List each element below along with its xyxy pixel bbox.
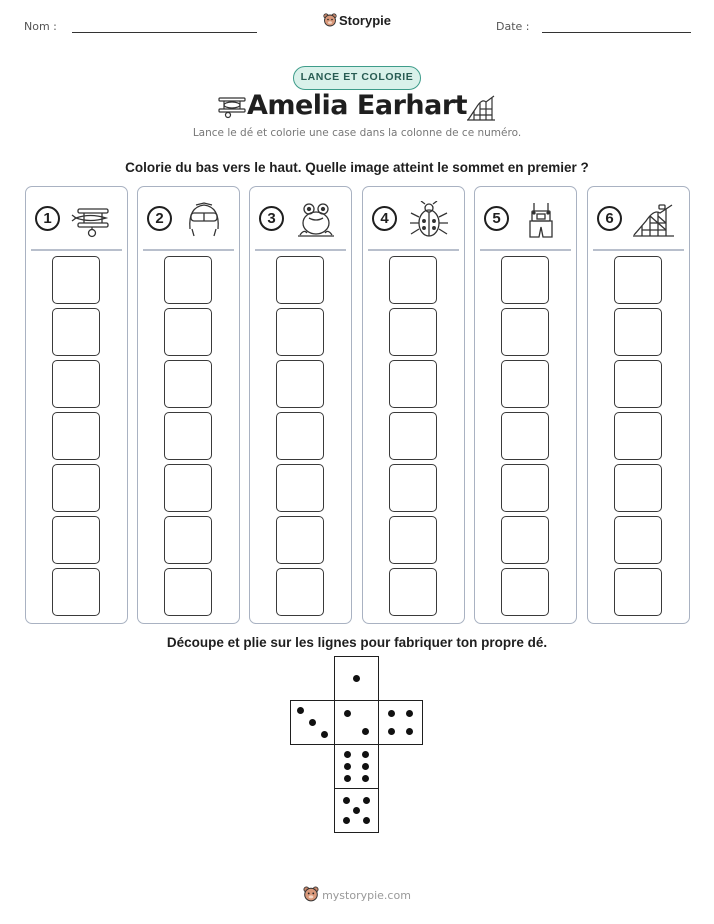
color-cell[interactable] xyxy=(501,412,549,460)
color-cell[interactable] xyxy=(389,516,437,564)
color-cell[interactable] xyxy=(614,360,662,408)
column-1 xyxy=(25,186,128,624)
color-cell[interactable] xyxy=(52,464,100,512)
color-cell[interactable] xyxy=(52,516,100,564)
die-pip xyxy=(344,751,351,758)
color-cell[interactable] xyxy=(389,360,437,408)
beetle-icon xyxy=(407,201,451,239)
column-number: 2 xyxy=(147,206,172,231)
color-cell[interactable] xyxy=(276,256,324,304)
die-face-6 xyxy=(334,744,379,789)
die-face-3 xyxy=(290,700,335,745)
footer xyxy=(0,886,714,902)
die-pip xyxy=(344,775,351,782)
die-pip xyxy=(363,797,370,804)
die-pip xyxy=(388,710,395,717)
color-cell[interactable] xyxy=(389,256,437,304)
color-cell[interactable] xyxy=(614,308,662,356)
color-cell[interactable] xyxy=(501,308,549,356)
color-cell[interactable] xyxy=(164,308,212,356)
die-pip xyxy=(362,763,369,770)
overalls-icon xyxy=(519,201,563,239)
color-cell[interactable] xyxy=(52,412,100,460)
die-pip xyxy=(406,710,413,717)
column-number: 3 xyxy=(259,206,284,231)
color-cell[interactable] xyxy=(501,360,549,408)
color-cell[interactable] xyxy=(276,568,324,616)
color-cell[interactable] xyxy=(501,516,549,564)
color-cell[interactable] xyxy=(501,256,549,304)
column-2 xyxy=(137,186,240,624)
column-divider xyxy=(480,249,571,251)
color-cell[interactable] xyxy=(164,464,212,512)
color-cell[interactable] xyxy=(52,360,100,408)
bear-icon xyxy=(323,13,337,27)
die-pip xyxy=(362,775,369,782)
footer-url[interactable]: mystorypie.com xyxy=(322,889,411,902)
color-cell[interactable] xyxy=(276,464,324,512)
die-pip xyxy=(343,797,350,804)
die-face-5 xyxy=(334,788,379,833)
die-face-1 xyxy=(334,656,379,701)
name-line xyxy=(72,32,257,33)
die-pip xyxy=(344,710,351,717)
die-pip xyxy=(343,817,350,824)
instruction-bottom: Découpe et plie sur les lignes pour fabriquer ton propre dé. xyxy=(166,635,548,650)
color-cell[interactable] xyxy=(276,360,324,408)
column-divider xyxy=(368,249,459,251)
color-cell[interactable] xyxy=(164,256,212,304)
color-cell[interactable] xyxy=(276,412,324,460)
page-title: Amelia Earhart xyxy=(246,90,468,121)
color-cell[interactable] xyxy=(52,568,100,616)
color-cell[interactable] xyxy=(614,516,662,564)
color-cell[interactable] xyxy=(614,412,662,460)
color-cell[interactable] xyxy=(614,568,662,616)
date-line xyxy=(542,32,691,33)
die-pip xyxy=(309,719,316,726)
color-cell[interactable] xyxy=(164,568,212,616)
aviator-helmet-icon xyxy=(182,201,226,239)
die-pip xyxy=(321,731,328,738)
die-pip xyxy=(362,751,369,758)
color-cell[interactable] xyxy=(614,256,662,304)
name-label: Nom : xyxy=(24,20,57,33)
frog-icon xyxy=(294,201,338,239)
die-pip xyxy=(363,817,370,824)
activity-badge: LANCE ET COLORIE xyxy=(293,66,421,90)
die-net xyxy=(290,656,430,836)
color-cell[interactable] xyxy=(52,256,100,304)
column-number: 4 xyxy=(372,206,397,231)
die-pip xyxy=(406,728,413,735)
color-cell[interactable] xyxy=(164,412,212,460)
roller-coaster-icon xyxy=(466,94,496,122)
color-cell[interactable] xyxy=(52,308,100,356)
bear-icon xyxy=(303,886,319,902)
subtitle: Lance le dé et colorie une case dans la colonne de ce numéro. xyxy=(192,127,522,139)
color-cell[interactable] xyxy=(276,516,324,564)
column-3 xyxy=(249,186,352,624)
column-divider xyxy=(143,249,234,251)
die-face-2 xyxy=(334,700,379,745)
brand-logo xyxy=(0,13,714,28)
column-number: 5 xyxy=(484,206,509,231)
color-cell[interactable] xyxy=(389,412,437,460)
column-number: 1 xyxy=(35,206,60,231)
die-pip xyxy=(344,763,351,770)
roller-coaster-icon xyxy=(632,201,676,239)
color-cell[interactable] xyxy=(501,568,549,616)
column-4 xyxy=(362,186,465,624)
airplane-icon xyxy=(70,201,114,239)
color-cell[interactable] xyxy=(164,516,212,564)
column-6 xyxy=(587,186,690,624)
die-pip xyxy=(297,707,304,714)
column-divider xyxy=(255,249,346,251)
instruction-top: Colorie du bas vers le haut. Quelle image atteint le sommet en premier ? xyxy=(125,160,589,175)
color-cell[interactable] xyxy=(389,464,437,512)
column-number: 6 xyxy=(597,206,622,231)
color-cell[interactable] xyxy=(389,308,437,356)
die-pip xyxy=(353,675,360,682)
date-label: Date : xyxy=(496,20,530,33)
column-divider xyxy=(593,249,684,251)
color-cell[interactable] xyxy=(614,464,662,512)
color-cell[interactable] xyxy=(164,360,212,408)
die-pip xyxy=(388,728,395,735)
brand-name: Storypie xyxy=(338,13,391,28)
color-cell[interactable] xyxy=(276,308,324,356)
color-cell[interactable] xyxy=(501,464,549,512)
column-5 xyxy=(474,186,577,624)
die-face-4 xyxy=(378,700,423,745)
die-pip xyxy=(353,807,360,814)
column-divider xyxy=(31,249,122,251)
color-cell[interactable] xyxy=(389,568,437,616)
die-pip xyxy=(362,728,369,735)
